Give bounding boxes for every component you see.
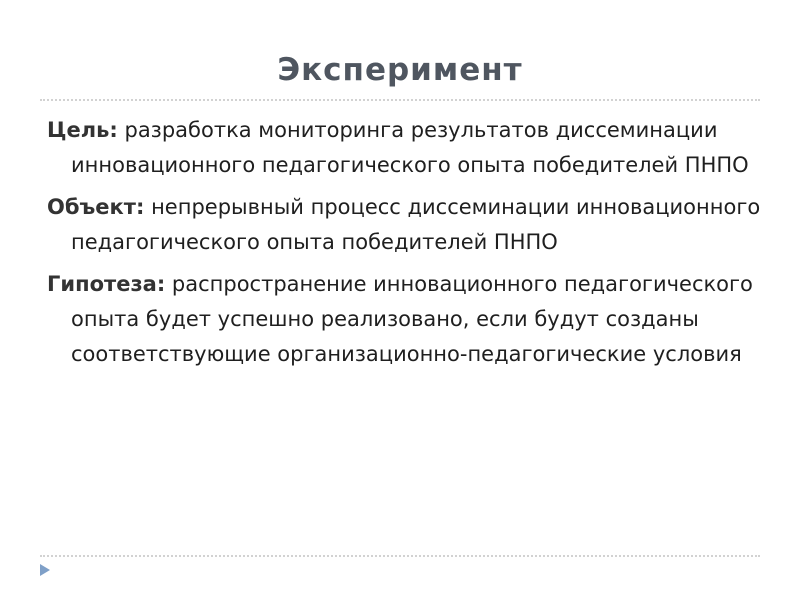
object-term: Объект:	[47, 195, 145, 219]
goal-item	[47, 113, 767, 183]
top-divider	[40, 99, 760, 101]
bottom-divider	[40, 555, 760, 557]
hypothesis-item	[47, 267, 767, 372]
hypothesis-term: Гипотеза:	[47, 272, 166, 296]
play-triangle-icon[interactable]	[40, 564, 50, 576]
slide-title: Эксперимент	[277, 52, 523, 88]
goal-term: Цель:	[47, 118, 118, 142]
goal-text: разработка мониторинга результатов диссеминации инновационного педагогического опыта победителей ПНПО	[71, 118, 749, 177]
slide-content	[47, 113, 767, 379]
object-item	[47, 190, 767, 260]
hypothesis-text: распространение инновационного педагогического опыта будет успешно реализовано, если будут созданы соответствующие организационно-педагогические условия	[71, 272, 753, 366]
object-text: непрерывный процесс диссеминации инновационного педагогического опыта победителей ПНПО	[71, 195, 761, 254]
